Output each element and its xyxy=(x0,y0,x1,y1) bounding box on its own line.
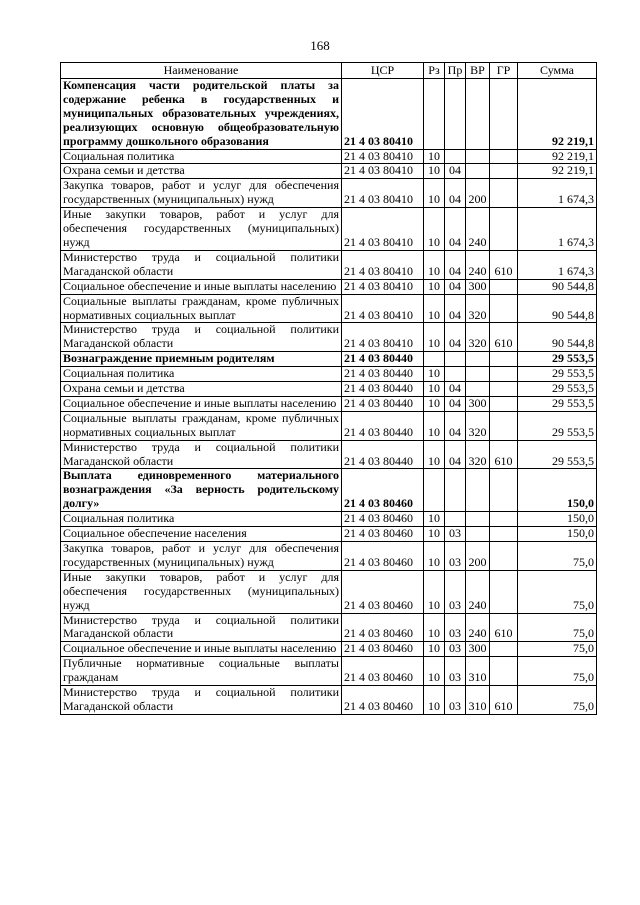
cell-rz xyxy=(424,79,445,150)
cell-gr xyxy=(490,396,518,411)
cell-name: Закупка товаров, работ и услуг для обеспечения государственных (муниципальных) нужд xyxy=(61,179,342,208)
cell-csr: 21 4 03 80460 xyxy=(342,657,424,686)
cell-vr xyxy=(466,512,490,527)
cell-pr: 03 xyxy=(445,613,466,642)
cell-pr: 03 xyxy=(445,686,466,715)
cell-csr: 21 4 03 80410 xyxy=(342,294,424,323)
cell-csr: 21 4 03 80410 xyxy=(342,79,424,150)
cell-name: Социальные выплаты гражданам, кроме публичных нормативных социальных выплат xyxy=(61,294,342,323)
cell-rz: 10 xyxy=(424,279,445,294)
cell-gr: 610 xyxy=(490,440,518,469)
cell-vr: 200 xyxy=(466,179,490,208)
table-row xyxy=(61,149,597,164)
table-row-group-heading xyxy=(61,469,597,512)
cell-pr: 04 xyxy=(445,250,466,279)
cell-name: Закупка товаров, работ и услуг для обеспечения государственных (муниципальных) нужд xyxy=(61,542,342,571)
cell-pr: 04 xyxy=(445,440,466,469)
cell-name: Социальная политика xyxy=(61,367,342,382)
cell-sum: 90 544,8 xyxy=(518,294,597,323)
cell-gr xyxy=(490,352,518,367)
cell-vr: 320 xyxy=(466,411,490,440)
cell-csr: 21 4 03 80460 xyxy=(342,570,424,613)
cell-sum: 1 674,3 xyxy=(518,250,597,279)
header-rz: Рз xyxy=(424,63,445,79)
cell-gr xyxy=(490,411,518,440)
cell-vr: 320 xyxy=(466,294,490,323)
cell-name: Министерство труда и социальной политики Магаданской области xyxy=(61,686,342,715)
cell-gr: 610 xyxy=(490,250,518,279)
cell-pr: 03 xyxy=(445,527,466,542)
table-row xyxy=(61,613,597,642)
cell-vr: 310 xyxy=(466,686,490,715)
cell-rz: 10 xyxy=(424,527,445,542)
cell-gr xyxy=(490,279,518,294)
cell-rz: 10 xyxy=(424,164,445,179)
table-row xyxy=(61,382,597,397)
cell-vr: 240 xyxy=(466,208,490,251)
cell-vr: 300 xyxy=(466,396,490,411)
cell-name: Вознаграждение приемным родителям xyxy=(61,352,342,367)
cell-sum: 29 553,5 xyxy=(518,440,597,469)
cell-csr: 21 4 03 80460 xyxy=(342,469,424,512)
cell-name: Охрана семьи и детства xyxy=(61,382,342,397)
table-row xyxy=(61,396,597,411)
table-row-group-heading xyxy=(61,79,597,150)
cell-rz: 10 xyxy=(424,367,445,382)
cell-pr xyxy=(445,469,466,512)
cell-csr: 21 4 03 80410 xyxy=(342,279,424,294)
table-row xyxy=(61,279,597,294)
cell-name: Социальная политика xyxy=(61,512,342,527)
cell-sum: 90 544,8 xyxy=(518,323,597,352)
cell-rz: 10 xyxy=(424,613,445,642)
cell-csr: 21 4 03 80440 xyxy=(342,440,424,469)
table-row xyxy=(61,179,597,208)
cell-rz: 10 xyxy=(424,179,445,208)
cell-name: Иные закупки товаров, работ и услуг для обеспечения государственных (муниципальных) нужд xyxy=(61,208,342,251)
table-header-row xyxy=(61,63,597,79)
cell-gr xyxy=(490,542,518,571)
cell-rz xyxy=(424,469,445,512)
cell-name: Министерство труда и социальной политики Магаданской области xyxy=(61,440,342,469)
cell-rz: 10 xyxy=(424,686,445,715)
cell-gr xyxy=(490,208,518,251)
table-row xyxy=(61,294,597,323)
cell-sum: 29 553,5 xyxy=(518,382,597,397)
cell-gr xyxy=(490,149,518,164)
cell-rz: 10 xyxy=(424,208,445,251)
cell-vr: 310 xyxy=(466,657,490,686)
cell-gr: 610 xyxy=(490,613,518,642)
cell-sum: 150,0 xyxy=(518,512,597,527)
cell-vr: 200 xyxy=(466,542,490,571)
cell-vr: 300 xyxy=(466,642,490,657)
cell-csr: 21 4 03 80460 xyxy=(342,542,424,571)
cell-name: Социальное обеспечение и иные выплаты населению xyxy=(61,642,342,657)
table-row xyxy=(61,367,597,382)
cell-sum: 75,0 xyxy=(518,542,597,571)
cell-name: Охрана семьи и детства xyxy=(61,164,342,179)
cell-gr xyxy=(490,294,518,323)
cell-gr xyxy=(490,164,518,179)
cell-csr: 21 4 03 80440 xyxy=(342,382,424,397)
cell-name: Компенсация части родительской платы за содержание ребенка в государственных и муниципальных образовательных учреждениях, реализующих основную общеобразовательную программу дошкольного образования xyxy=(61,79,342,150)
cell-pr xyxy=(445,367,466,382)
cell-vr xyxy=(466,527,490,542)
table-row xyxy=(61,164,597,179)
header-csr: ЦСР xyxy=(342,63,424,79)
cell-csr: 21 4 03 80410 xyxy=(342,208,424,251)
cell-rz: 10 xyxy=(424,396,445,411)
cell-sum: 92 219,1 xyxy=(518,79,597,150)
cell-vr: 320 xyxy=(466,323,490,352)
table-row-group-heading xyxy=(61,352,597,367)
cell-sum: 92 219,1 xyxy=(518,164,597,179)
cell-sum: 90 544,8 xyxy=(518,279,597,294)
cell-vr: 300 xyxy=(466,279,490,294)
cell-sum: 1 674,3 xyxy=(518,208,597,251)
cell-name: Социальное обеспечение и иные выплаты населению xyxy=(61,279,342,294)
cell-csr: 21 4 03 80440 xyxy=(342,367,424,382)
cell-vr: 240 xyxy=(466,570,490,613)
cell-vr xyxy=(466,382,490,397)
cell-pr: 04 xyxy=(445,164,466,179)
cell-gr: 610 xyxy=(490,323,518,352)
header-name: Наименование xyxy=(61,63,342,79)
header-sum: Сумма xyxy=(518,63,597,79)
cell-csr: 21 4 03 80440 xyxy=(342,352,424,367)
budget-table xyxy=(60,62,597,715)
table-row xyxy=(61,323,597,352)
cell-pr: 04 xyxy=(445,396,466,411)
cell-csr: 21 4 03 80460 xyxy=(342,642,424,657)
cell-gr xyxy=(490,179,518,208)
cell-vr xyxy=(466,149,490,164)
cell-sum: 75,0 xyxy=(518,686,597,715)
cell-sum: 92 219,1 xyxy=(518,149,597,164)
cell-rz: 10 xyxy=(424,657,445,686)
cell-csr: 21 4 03 80460 xyxy=(342,613,424,642)
cell-name: Выплата единовременного материального вознаграждения «За верность родительскому долгу» xyxy=(61,469,342,512)
cell-csr: 21 4 03 80410 xyxy=(342,149,424,164)
cell-rz: 10 xyxy=(424,411,445,440)
cell-name: Министерство труда и социальной политики Магаданской области xyxy=(61,613,342,642)
cell-name: Министерство труда и социальной политики Магаданской области xyxy=(61,250,342,279)
cell-gr xyxy=(490,382,518,397)
cell-pr xyxy=(445,512,466,527)
cell-name: Иные закупки товаров, работ и услуг для обеспечения государственных (муниципальных) нужд xyxy=(61,570,342,613)
cell-rz: 10 xyxy=(424,642,445,657)
cell-name: Публичные нормативные социальные выплаты гражданам xyxy=(61,657,342,686)
cell-pr: 04 xyxy=(445,382,466,397)
cell-sum: 29 553,5 xyxy=(518,352,597,367)
cell-pr: 03 xyxy=(445,642,466,657)
cell-sum: 150,0 xyxy=(518,527,597,542)
cell-csr: 21 4 03 80440 xyxy=(342,396,424,411)
cell-pr: 03 xyxy=(445,570,466,613)
cell-sum: 75,0 xyxy=(518,642,597,657)
cell-vr xyxy=(466,367,490,382)
table-body xyxy=(61,79,597,715)
cell-csr: 21 4 03 80410 xyxy=(342,250,424,279)
table-row xyxy=(61,686,597,715)
table-row xyxy=(61,570,597,613)
cell-sum: 75,0 xyxy=(518,657,597,686)
cell-gr xyxy=(490,367,518,382)
table-row xyxy=(61,542,597,571)
cell-vr: 240 xyxy=(466,250,490,279)
cell-vr xyxy=(466,469,490,512)
cell-pr: 03 xyxy=(445,657,466,686)
cell-pr: 04 xyxy=(445,294,466,323)
cell-sum: 29 553,5 xyxy=(518,411,597,440)
cell-rz: 10 xyxy=(424,294,445,323)
header-pr: Пр xyxy=(445,63,466,79)
table-row xyxy=(61,440,597,469)
cell-rz xyxy=(424,352,445,367)
cell-gr xyxy=(490,469,518,512)
cell-gr xyxy=(490,527,518,542)
cell-gr xyxy=(490,642,518,657)
cell-rz: 10 xyxy=(424,250,445,279)
cell-pr xyxy=(445,149,466,164)
table-row xyxy=(61,411,597,440)
cell-gr xyxy=(490,570,518,613)
cell-gr xyxy=(490,657,518,686)
header-gr: ГР xyxy=(490,63,518,79)
cell-pr: 04 xyxy=(445,323,466,352)
cell-sum: 29 553,5 xyxy=(518,396,597,411)
cell-csr: 21 4 03 80410 xyxy=(342,164,424,179)
table-row xyxy=(61,512,597,527)
cell-pr: 03 xyxy=(445,542,466,571)
cell-rz: 10 xyxy=(424,323,445,352)
cell-sum: 1 674,3 xyxy=(518,179,597,208)
cell-name: Социальная политика xyxy=(61,149,342,164)
cell-pr: 04 xyxy=(445,208,466,251)
cell-vr: 240 xyxy=(466,613,490,642)
cell-pr xyxy=(445,352,466,367)
cell-rz: 10 xyxy=(424,149,445,164)
table-row xyxy=(61,527,597,542)
cell-name: Министерство труда и социальной политики Магаданской области xyxy=(61,323,342,352)
cell-pr: 04 xyxy=(445,179,466,208)
cell-rz: 10 xyxy=(424,382,445,397)
cell-csr: 21 4 03 80410 xyxy=(342,179,424,208)
cell-rz: 10 xyxy=(424,542,445,571)
cell-sum: 75,0 xyxy=(518,613,597,642)
cell-pr xyxy=(445,79,466,150)
cell-csr: 21 4 03 80460 xyxy=(342,512,424,527)
cell-name: Социальные выплаты гражданам, кроме публичных нормативных социальных выплат xyxy=(61,411,342,440)
cell-pr: 04 xyxy=(445,411,466,440)
cell-csr: 21 4 03 80460 xyxy=(342,527,424,542)
cell-gr: 610 xyxy=(490,686,518,715)
cell-vr xyxy=(466,79,490,150)
cell-csr: 21 4 03 80460 xyxy=(342,686,424,715)
cell-vr xyxy=(466,352,490,367)
cell-rz: 10 xyxy=(424,440,445,469)
cell-rz: 10 xyxy=(424,512,445,527)
cell-sum: 75,0 xyxy=(518,570,597,613)
table-row xyxy=(61,250,597,279)
table-row xyxy=(61,657,597,686)
cell-gr xyxy=(490,512,518,527)
table-row xyxy=(61,208,597,251)
cell-rz: 10 xyxy=(424,570,445,613)
header-vr: ВР xyxy=(466,63,490,79)
cell-pr: 04 xyxy=(445,279,466,294)
cell-sum: 150,0 xyxy=(518,469,597,512)
cell-csr: 21 4 03 80410 xyxy=(342,323,424,352)
cell-name: Социальное обеспечение и иные выплаты населению xyxy=(61,396,342,411)
cell-vr: 320 xyxy=(466,440,490,469)
cell-name: Социальное обеспечение населения xyxy=(61,527,342,542)
table-row xyxy=(61,642,597,657)
cell-vr xyxy=(466,164,490,179)
page-number: 168 xyxy=(310,38,330,53)
cell-csr: 21 4 03 80440 xyxy=(342,411,424,440)
cell-sum: 29 553,5 xyxy=(518,367,597,382)
cell-gr xyxy=(490,79,518,150)
